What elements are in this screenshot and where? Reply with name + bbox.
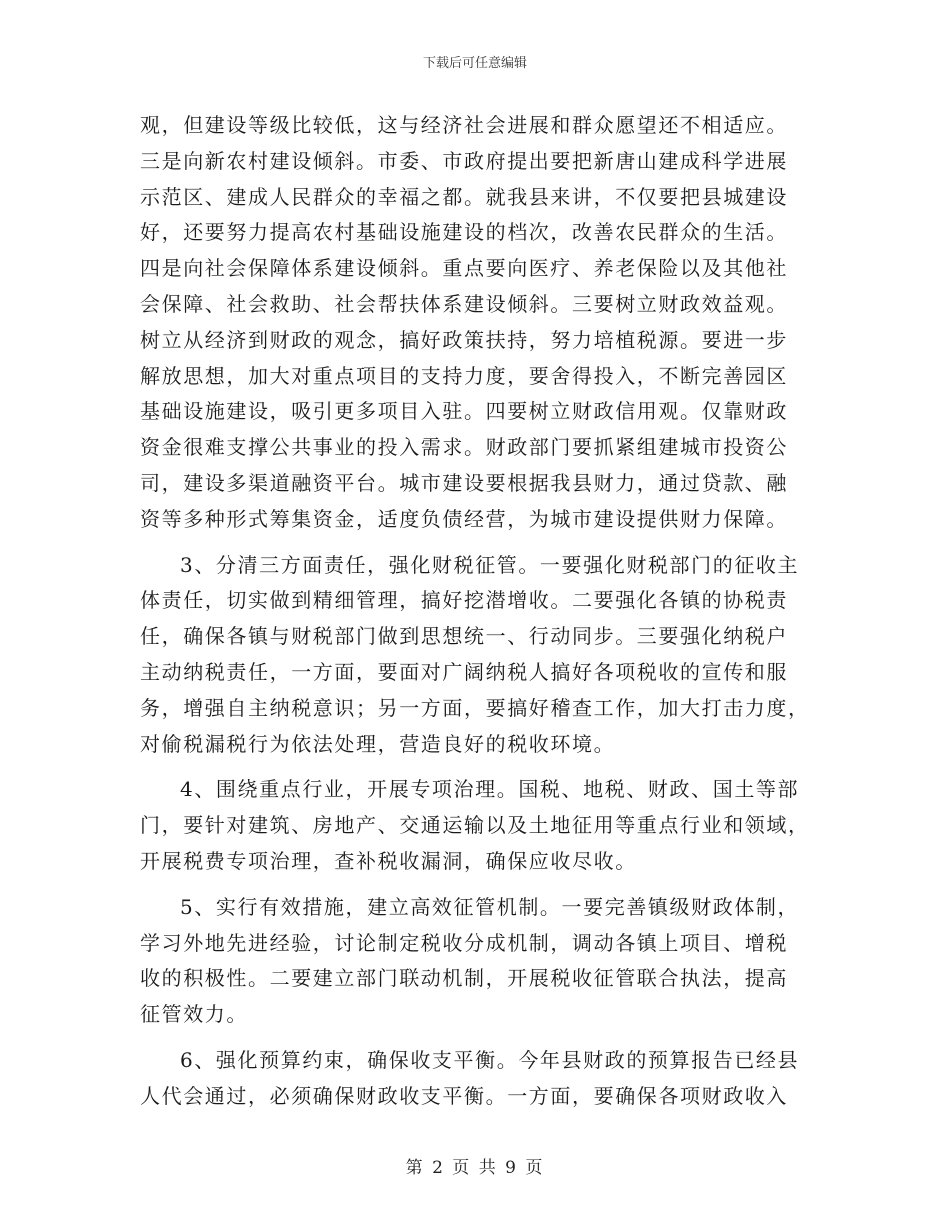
text-line: 务，增强自主纳税意识；另一方面，要搞好稽查工作，加大打击力度， [140, 695, 810, 720]
text-line: 3、分清三方面责任，强化财税征管。一要强化财税部门的征收主 [180, 552, 800, 577]
text-line: 4、围绕重点行业，开展专项治理。国税、地税、财政、国土等部 [180, 777, 800, 802]
page-footer: 第 2 页 共 9 页 [405, 1158, 545, 1178]
text-line: 解放思想，加大对重点项目的支持力度，要舍得投入，不断完善园区 [140, 363, 788, 388]
text-line: 资金很难支撑公共事业的投入需求。财政部门要抓紧组建城市投资公 [140, 435, 788, 460]
paragraph-item-6 [140, 1043, 805, 1115]
text-line: 基础设施建设，吸引更多项目入驻。四要树立财政信用观。仅靠财政 [140, 399, 788, 424]
text-line: 门，要针对建筑、房地产、交通运输以及土地征用等重点行业和领域， [140, 813, 810, 838]
text-line: 任，确保各镇与财税部门做到思想统一、行动同步。三要强化纳税户 [140, 624, 788, 649]
text-line: 示范区、建成人民群众的幸福之都。就我县来讲，不仅要把县城建设 [140, 184, 788, 209]
text-line: 征管效力。 [140, 1002, 248, 1027]
text-line: 司，建设多渠道融资平台。城市建设要根据我县财力，通过贷款、融 [140, 470, 788, 495]
text-line: 对偷税漏税行为依法处理，营造良好的税收环境。 [140, 731, 616, 756]
text-line: 好，还要努力提高农村基础设施建设的档次，改善农民群众的生活。 [140, 220, 788, 245]
text-line: 人代会通过，必须确保财政收支平衡。一方面，要确保各项财政收入 [140, 1083, 788, 1108]
paragraph-continuation [140, 108, 805, 538]
text-line: 会保障、社会救助、社会帮扶体系建设倾斜。三要树立财政效益观。 [140, 291, 788, 316]
text-line: 开展税费专项治理，查补税收漏洞，确保应收尽收。 [140, 848, 637, 873]
text-line: 收的积极性。二要建立部门联动机制，开展税收征管联合执法，提高 [140, 966, 788, 991]
paragraph-item-3 [140, 548, 810, 763]
document-body [140, 108, 810, 1115]
paragraph-item-4 [140, 772, 810, 879]
text-line: 四是向社会保障体系建设倾斜。重点要向医疗、养老保险以及其他社 [140, 256, 788, 281]
text-line: 学习外地先进经验，讨论制定税收分成机制，调动各镇上项目、增税 [140, 930, 788, 955]
page-header: 下载后可任意编辑 [422, 56, 527, 71]
text-line: 体责任，切实做到精细管理，搞好挖潜增收。二要强化各镇的协税责 [140, 588, 788, 613]
text-line: 主动纳税责任，一方面，要面对广阔纳税人搞好各项税收的宣传和服 [140, 659, 788, 684]
text-line: 资等多种形式筹集资金，适度负债经营，为城市建设提供财力保障。 [140, 506, 788, 531]
paragraph-item-5 [140, 890, 805, 1033]
text-line: 5、实行有效措施，建立高效征管机制。一要完善镇级财政体制， [180, 894, 800, 919]
text-line: 6、强化预算约束，确保收支平衡。今年县财政的预算报告已经县 [180, 1047, 800, 1072]
text-line: 树立从经济到财政的观念，搞好政策扶持，努力培植税源。要进一步 [140, 327, 788, 352]
text-line: 观，但建设等级比较低，这与经济社会进展和群众愿望还不相适应。 [140, 113, 788, 137]
text-line: 三是向新农村建设倾斜。市委、市政府提出要把新唐山建成科学进展 [140, 148, 788, 173]
